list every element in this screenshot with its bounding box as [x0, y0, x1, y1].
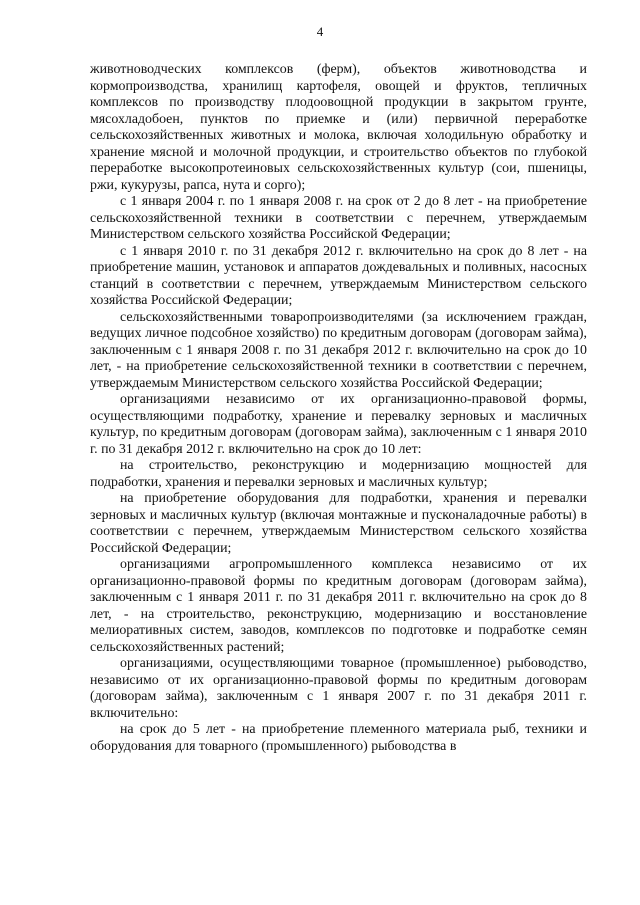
paragraph: организациями агропромышленного комплекса независимо от их организационно-правовой формы по кредитным договорам (договорам займа), заключенным с 1 января 2011 г. по 31 декабря 2011 г. включительно на срок до 8 лет, - на строительство, реконструкцию, модернизацию и восстановление мелиоративных систем, заводов, комплексов по подготовке и подработке семян сельскохозяйственных растений; — [90, 557, 587, 655]
paragraph: с 1 января 2004 г. по 1 января 2008 г. на срок от 2 до 8 лет - на приобретение сельскохозяйственной техники в соответствии с перечнем, утверждаемым Министерством сельского хозяйства Российской Федерации; — [90, 194, 587, 242]
document-body — [90, 62, 587, 755]
paragraph-continuation: животноводческих комплексов (ферм), объектов животноводства и кормопроизводства, хранилищ картофеля, овощей и фруктов, тепличных комплексов по производству плодоовощной продукции в закрытом грунте, мясохладобоен, пунктов по приемке и (или) первичной переработке сельскохозяйственных животных и молока, включая холодильную обработку и хранение мясной и молочной продукции, и строительство объектов по глубокой переработке высокопротеиновых сельскохозяйственных культур (сои, пшеницы, ржи, кукурузы, рапса, нута и сорго); — [90, 62, 587, 193]
paragraph: на приобретение оборудования для подработки, хранения и перевалки зерновых и масличных культур (включая монтажные и пусконаладочные работы) в соответствии с перечнем, утверждаемым Министерством сельского хозяйства Российской Федерации; — [90, 491, 587, 556]
paragraph: организациями, осуществляющими товарное (промышленное) рыбоводство, независимо от их организационно-правовой формы по кредитным договорам (договорам займа), заключенным с 1 января 2007 г. по 31 декабря 2011 г. включительно: — [90, 656, 587, 721]
paragraph: организациями независимо от их организационно-правовой формы, осуществляющими подработку, хранение и перевалку зерновых и масличных культур, по кредитным договорам (договорам займа), заключенным с 1 января 2010 г. по 31 декабря 2012 г. включительно на срок до 10 лет: — [90, 392, 587, 457]
paragraph: сельскохозяйственными товаропроизводителями (за исключением граждан, ведущих личное подсобное хозяйство) по кредитным договорам (договорам займа), заключенным с 1 января 2008 г. по 31 декабря 2012 г. включительно на срок до 10 лет, - на приобретение сельскохозяйственной техники в соответствии с перечнем, утверждаемым Министерством сельского хозяйства Российской Федерации; — [90, 309, 587, 391]
paragraph: на строительство, реконструкцию и модернизацию мощностей для подработки, хранения и перевалки зерновых и масличных культур; — [90, 458, 587, 490]
paragraph: на срок до 5 лет - на приобретение племенного материала рыб, техники и оборудования для товарного (промышленного) рыбоводства в — [90, 722, 587, 754]
paragraph: с 1 января 2010 г. по 31 декабря 2012 г. включительно на срок до 8 лет - на приобретение машин, установок и аппаратов дождевальных и поливных, насосных станций в соответствии с перечнем, утверждаемым Министерством сельского хозяйства Российской Федерации; — [90, 243, 587, 308]
page-number: 4 — [316, 24, 324, 39]
